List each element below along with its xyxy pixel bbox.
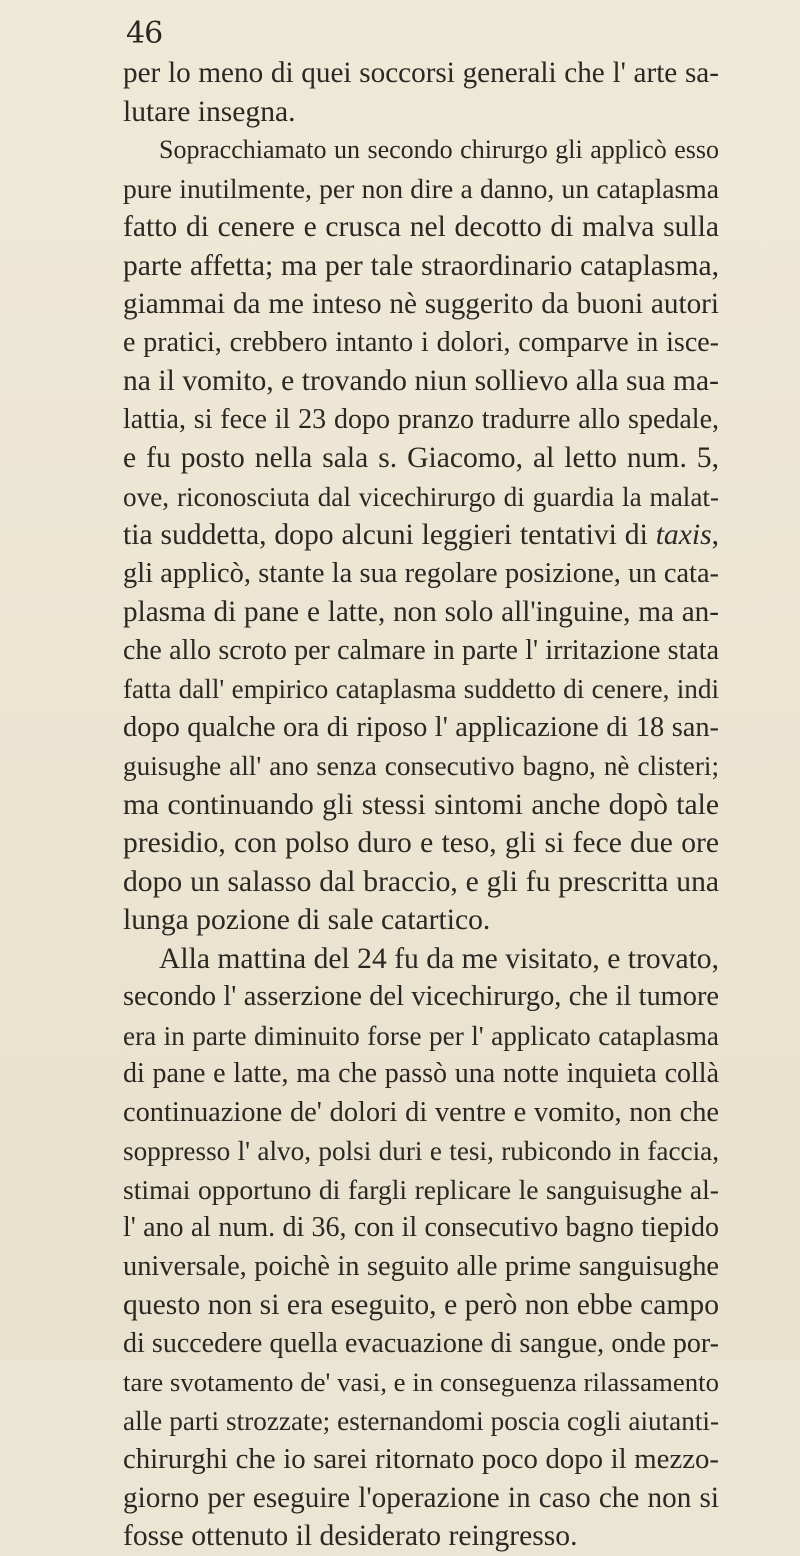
text-line: presidio, con polso duro e teso, gli si fece due ore bbox=[123, 827, 719, 859]
text-line: ma continuando gli stessi sintomi anche dopò tale bbox=[123, 788, 719, 821]
text-line: secondo l' asserzione del vicechirurgo, che il tumore bbox=[123, 981, 719, 1012]
text-line: fatta dall' empirico cataplasma suddetto di cenere, indi bbox=[123, 674, 719, 704]
text-line: e fu posto nella sala s. Giacomo, al letto num. 5, bbox=[123, 442, 719, 474]
text-line: dopo qualche ora di riposo l' applicazione di 18 san- bbox=[123, 711, 719, 743]
body-text bbox=[123, 54, 719, 1556]
text-line: soppresso l' alvo, polsi duri e tesi, rubicondo in faccia, bbox=[123, 1136, 719, 1166]
text-line: Alla mattina del 24 fu da me visitato, e trovato, bbox=[159, 942, 719, 975]
text-line: universale, poichè in seguito alle prime sanguisughe bbox=[123, 1250, 719, 1282]
text-line: di succedere quella evacuazione di sangue, onde por- bbox=[123, 1327, 719, 1359]
text-line: giorno per eseguire l'operazione in caso che non si bbox=[123, 1481, 719, 1514]
text-line: era in parte diminuito forse per l' applicato cataplasma bbox=[123, 1020, 719, 1051]
text-line: alle parti strozzate; esternandomi poscia cogli aiutanti- bbox=[123, 1405, 719, 1436]
text-line: e pratici, crebbero intanto i dolori, comparve in isce- bbox=[123, 326, 719, 358]
text-line: stimai opportuno di fargli replicare le sanguisughe al- bbox=[123, 1173, 719, 1205]
text-line: che allo scroto per calmare in parte l' irritazione stata bbox=[123, 634, 719, 666]
page-number: 46 bbox=[126, 16, 163, 51]
text-line: continuazione de' dolori di ventre e vomito, non che bbox=[123, 1096, 719, 1128]
text-line: dopo un salasso dal braccio, e gli fu prescritta una bbox=[123, 865, 719, 898]
text-line: l' ano al num. di 36, con il consecutivo bagno tiepido bbox=[123, 1212, 719, 1243]
text-line: na il vomito, e trovando niun sollievo alla sua ma- bbox=[123, 365, 719, 397]
text-line: fosse ottenuto il desiderato reingresso. bbox=[123, 1520, 578, 1552]
text-line: giammai da me inteso nè suggerito da buoni autori bbox=[123, 288, 719, 320]
italic-term: taxis bbox=[655, 519, 712, 551]
text-line: fatto di cenere e crusca nel decotto di malva sulla bbox=[123, 211, 719, 243]
text-line: questo non si era eseguito, e però non ebbe campo bbox=[123, 1289, 719, 1321]
text-line: lattia, si fece il 23 dopo pranzo tradurre allo spedale, bbox=[123, 403, 719, 435]
text-line: tare svotamento de' vasi, e in conseguenza rilassamento bbox=[123, 1367, 719, 1397]
text-line: pure inutilmente, per non dire a danno, un cataplasma bbox=[123, 172, 719, 204]
text-line: ove, riconosciuta dal vicechirurgo di guardia la malat- bbox=[123, 481, 719, 512]
text-line: guisughe all' ano senza consecutivo bagno, nè clisteri; bbox=[123, 751, 719, 781]
text-line: chirurghi che io sarei ritornato poco dopo il mezzo- bbox=[123, 1443, 719, 1475]
text-line: lutare insegna. bbox=[123, 95, 296, 128]
text-line: di pane e latte, ma che passò una notte inquieta collà bbox=[123, 1058, 719, 1089]
text-line: parte affetta; ma per tale straordinario cataplasma, bbox=[123, 249, 719, 282]
text-line: tia suddetta, dopo alcuni leggieri tentativi di taxis, bbox=[123, 519, 719, 551]
text-line: per lo meno di quei soccorsi generali che l' arte sa- bbox=[123, 57, 719, 89]
text-line: plasma di pane e latte, non solo all'inguine, ma an- bbox=[123, 596, 719, 628]
text-line: Sopracchiamato un secondo chirurgo gli applicò esso bbox=[159, 135, 719, 164]
text-line: gli applicò, stante la sua regolare posizione, un cata- bbox=[123, 557, 719, 589]
text-line: lunga pozione di sale catartico. bbox=[123, 904, 491, 936]
